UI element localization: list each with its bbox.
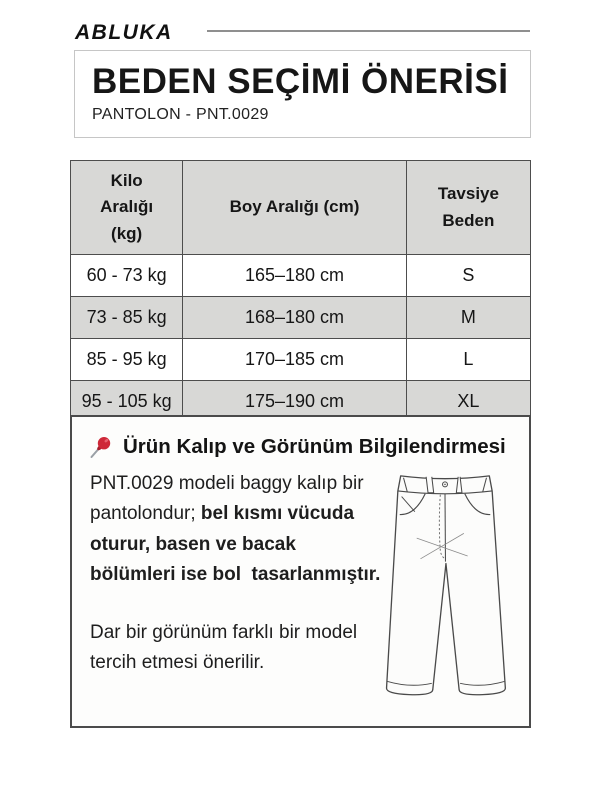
weight-cell: 95 - 105 kg [71,381,183,423]
fit-description-regular: PNT.0029 modeli baggy kalıp bir pantolondur; [90,473,369,525]
pushpin-icon [88,434,114,460]
weight-cell: 85 - 95 kg [71,339,183,381]
baggy-pants-illustration [379,464,511,714]
fit-advice: Dar bir görünüm farklı bir model tercih etmesi önerilir. [90,621,358,673]
table-row [71,339,531,381]
page-title: BEDEN SEÇİMİ ÖNERİSİ [92,62,509,101]
size-cell: S [406,255,530,297]
size-cell: M [406,297,530,339]
info-title-row [88,434,513,460]
product-code-subtitle: PANTOLON - PNT.0029 [92,105,269,123]
header-box [74,50,531,138]
brand-logo: ABLUKA [75,21,173,44]
height-cell: 170–185 cm [183,339,407,381]
size-table [70,160,531,423]
col-header-weight: Kilo Aralığı (kg) [71,161,183,255]
size-cell: XL [406,381,530,423]
height-cell: 175–190 cm [183,381,407,423]
height-cell: 165–180 cm [183,255,407,297]
weight-cell: 60 - 73 kg [71,255,183,297]
brand-divider-line [207,30,530,32]
table-header-row [71,161,531,255]
fit-description [90,469,382,591]
info-box-title: Ürün Kalıp ve Görünüm Bilgilendirmesi [123,435,506,458]
size-cell: L [406,339,530,381]
fit-description-bold: bel kısmı vücuda oturur, basen ve bacak bölümleri ise bol tasarlanmıştır. [90,503,381,586]
col-header-size: Tavsiye Beden [406,161,530,255]
weight-cell: 73 - 85 kg [71,297,183,339]
table-row [71,297,531,339]
table-row [71,255,531,297]
fit-info-box [70,415,531,728]
col-header-height: Boy Aralığı (cm) [183,161,407,255]
height-cell: 168–180 cm [183,297,407,339]
